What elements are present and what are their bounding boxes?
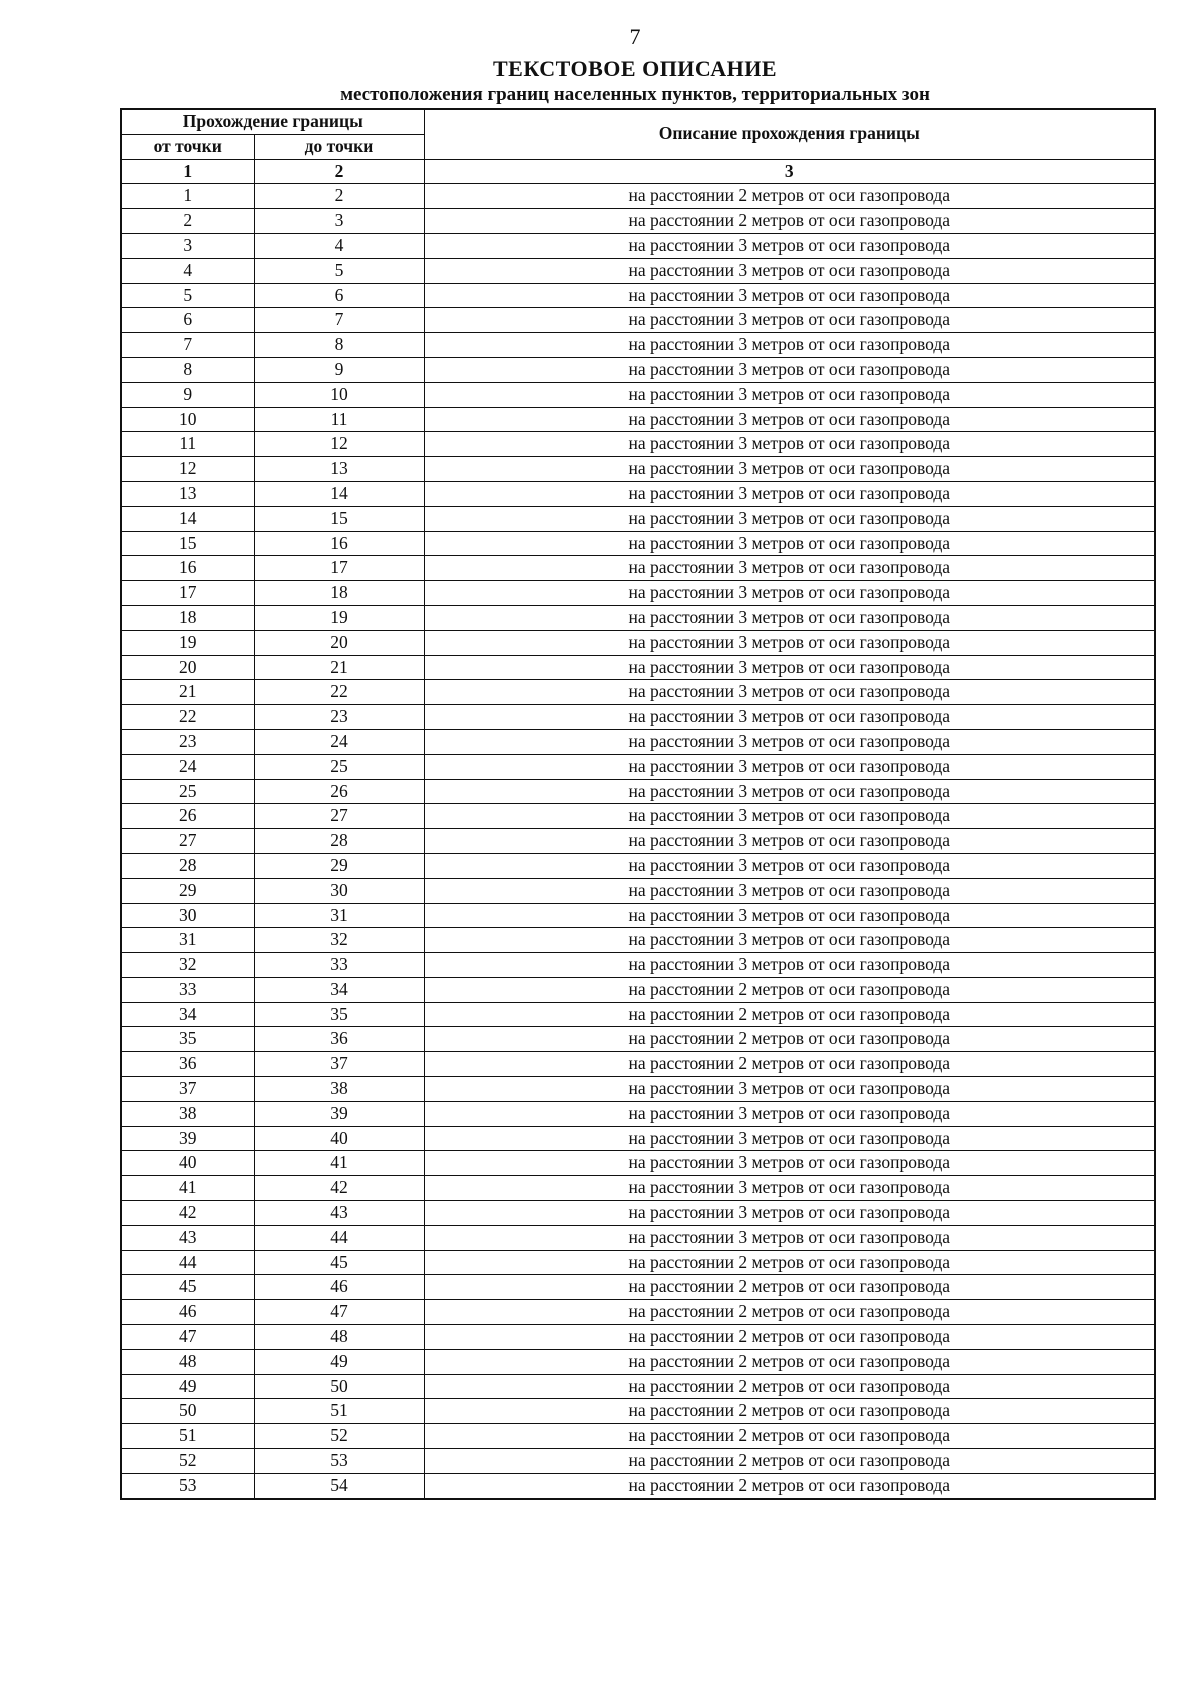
from-point-cell: 50 bbox=[121, 1399, 254, 1424]
description-cell: на расстоянии 3 метров от оси газопровода bbox=[424, 779, 1155, 804]
from-point-cell: 32 bbox=[121, 953, 254, 978]
to-point-cell: 47 bbox=[254, 1300, 424, 1325]
description-cell: на расстоянии 3 метров от оси газопровода bbox=[424, 903, 1155, 928]
from-point-cell: 8 bbox=[121, 357, 254, 382]
to-point-cell: 13 bbox=[254, 457, 424, 482]
to-point-cell: 9 bbox=[254, 357, 424, 382]
table-row bbox=[121, 1250, 1155, 1275]
description-cell: на расстоянии 3 метров от оси газопровода bbox=[424, 432, 1155, 457]
table-row bbox=[121, 878, 1155, 903]
description-cell: на расстоянии 2 метров от оси газопровода bbox=[424, 1374, 1155, 1399]
from-point-cell: 30 bbox=[121, 903, 254, 928]
from-point-cell: 13 bbox=[121, 481, 254, 506]
to-point-cell: 8 bbox=[254, 333, 424, 358]
to-point-cell: 53 bbox=[254, 1449, 424, 1474]
from-point-cell: 4 bbox=[121, 258, 254, 283]
to-point-cell: 39 bbox=[254, 1101, 424, 1126]
description-cell: на расстоянии 3 метров от оси газопровода bbox=[424, 556, 1155, 581]
description-cell: на расстоянии 3 метров от оси газопровода bbox=[424, 630, 1155, 655]
table-row bbox=[121, 1176, 1155, 1201]
to-point-cell: 23 bbox=[254, 705, 424, 730]
to-point-cell: 10 bbox=[254, 382, 424, 407]
description-cell: на расстоянии 3 метров от оси газопровода bbox=[424, 705, 1155, 730]
table-row bbox=[121, 1349, 1155, 1374]
from-point-cell: 27 bbox=[121, 829, 254, 854]
table-row bbox=[121, 1151, 1155, 1176]
from-point-cell: 17 bbox=[121, 581, 254, 606]
table-row bbox=[121, 605, 1155, 630]
description-cell: на расстоянии 3 метров от оси газопровода bbox=[424, 233, 1155, 258]
to-point-cell: 31 bbox=[254, 903, 424, 928]
from-point-cell: 38 bbox=[121, 1101, 254, 1126]
from-point-cell: 1 bbox=[121, 184, 254, 209]
table-row bbox=[121, 977, 1155, 1002]
description-cell: на расстоянии 3 метров от оси газопровода bbox=[424, 407, 1155, 432]
from-point-cell: 44 bbox=[121, 1250, 254, 1275]
to-point-cell: 16 bbox=[254, 531, 424, 556]
description-cell: на расстоянии 3 метров от оси газопровода bbox=[424, 829, 1155, 854]
to-point-cell: 3 bbox=[254, 209, 424, 234]
from-point-cell: 3 bbox=[121, 233, 254, 258]
to-point-cell: 29 bbox=[254, 853, 424, 878]
description-cell: на расстоянии 3 метров от оси газопровода bbox=[424, 506, 1155, 531]
from-point-cell: 34 bbox=[121, 1002, 254, 1027]
from-point-cell: 9 bbox=[121, 382, 254, 407]
to-point-cell: 50 bbox=[254, 1374, 424, 1399]
description-cell: на расстоянии 3 метров от оси газопровода bbox=[424, 357, 1155, 382]
to-point-cell: 20 bbox=[254, 630, 424, 655]
from-point-cell: 39 bbox=[121, 1126, 254, 1151]
boundary-table bbox=[120, 108, 1156, 1500]
from-point-header: от точки bbox=[121, 134, 254, 159]
table-row bbox=[121, 357, 1155, 382]
to-point-cell: 21 bbox=[254, 655, 424, 680]
from-point-cell: 12 bbox=[121, 457, 254, 482]
table-row bbox=[121, 1126, 1155, 1151]
to-point-cell: 2 bbox=[254, 184, 424, 209]
from-point-cell: 36 bbox=[121, 1052, 254, 1077]
table-row bbox=[121, 729, 1155, 754]
description-cell: на расстоянии 2 метров от оси газопровода bbox=[424, 1424, 1155, 1449]
table-row bbox=[121, 829, 1155, 854]
column-number: 2 bbox=[254, 159, 424, 184]
description-cell: на расстоянии 3 метров от оси газопровода bbox=[424, 853, 1155, 878]
table-row bbox=[121, 680, 1155, 705]
description-cell: на расстоянии 3 метров от оси газопровода bbox=[424, 878, 1155, 903]
table-row bbox=[121, 1473, 1155, 1498]
to-point-cell: 24 bbox=[254, 729, 424, 754]
description-cell: на расстоянии 2 метров от оси газопровода bbox=[424, 209, 1155, 234]
to-point-cell: 38 bbox=[254, 1077, 424, 1102]
from-point-cell: 28 bbox=[121, 853, 254, 878]
column-number: 3 bbox=[424, 159, 1155, 184]
table-row bbox=[121, 1002, 1155, 1027]
description-cell: на расстоянии 2 метров от оси газопровода bbox=[424, 977, 1155, 1002]
table-row bbox=[121, 1077, 1155, 1102]
description-cell: на расстоянии 3 метров от оси газопровода bbox=[424, 382, 1155, 407]
from-point-cell: 37 bbox=[121, 1077, 254, 1102]
to-point-cell: 28 bbox=[254, 829, 424, 854]
to-point-cell: 34 bbox=[254, 977, 424, 1002]
table-row bbox=[121, 581, 1155, 606]
table-row bbox=[121, 1101, 1155, 1126]
to-point-cell: 42 bbox=[254, 1176, 424, 1201]
to-point-cell: 19 bbox=[254, 605, 424, 630]
table-row bbox=[121, 853, 1155, 878]
to-point-cell: 12 bbox=[254, 432, 424, 457]
table-row bbox=[121, 1201, 1155, 1226]
description-cell: на расстоянии 3 метров от оси газопровода bbox=[424, 1201, 1155, 1226]
table-row bbox=[121, 233, 1155, 258]
document-subtitle: местоположения границ населенных пунктов, территориальных зон bbox=[340, 84, 930, 105]
to-point-cell: 18 bbox=[254, 581, 424, 606]
table-row bbox=[121, 630, 1155, 655]
description-cell: на расстоянии 3 метров от оси газопровода bbox=[424, 1176, 1155, 1201]
from-point-cell: 11 bbox=[121, 432, 254, 457]
description-cell: на расстоянии 2 метров от оси газопровода bbox=[424, 1300, 1155, 1325]
from-point-cell: 15 bbox=[121, 531, 254, 556]
table-row bbox=[121, 184, 1155, 209]
to-point-cell: 25 bbox=[254, 754, 424, 779]
to-point-header: до точки bbox=[254, 134, 424, 159]
table-row bbox=[121, 1300, 1155, 1325]
table-row bbox=[121, 531, 1155, 556]
table-row bbox=[121, 903, 1155, 928]
table-row bbox=[121, 1052, 1155, 1077]
description-cell: на расстоянии 3 метров от оси газопровода bbox=[424, 953, 1155, 978]
description-cell: на расстоянии 2 метров от оси газопровода bbox=[424, 184, 1155, 209]
description-cell: на расстоянии 3 метров от оси газопровода bbox=[424, 1126, 1155, 1151]
description-cell: на расстоянии 3 метров от оси газопровода bbox=[424, 1151, 1155, 1176]
from-point-cell: 35 bbox=[121, 1027, 254, 1052]
from-point-cell: 14 bbox=[121, 506, 254, 531]
description-cell: на расстоянии 3 метров от оси газопровода bbox=[424, 1077, 1155, 1102]
from-point-cell: 20 bbox=[121, 655, 254, 680]
table-row bbox=[121, 556, 1155, 581]
description-cell: на расстоянии 3 метров от оси газопровода bbox=[424, 258, 1155, 283]
description-cell: на расстоянии 3 метров от оси газопровода bbox=[424, 655, 1155, 680]
table-row bbox=[121, 382, 1155, 407]
from-point-cell: 52 bbox=[121, 1449, 254, 1474]
to-point-cell: 46 bbox=[254, 1275, 424, 1300]
from-point-cell: 51 bbox=[121, 1424, 254, 1449]
to-point-cell: 26 bbox=[254, 779, 424, 804]
description-cell: на расстоянии 2 метров от оси газопровода bbox=[424, 1250, 1155, 1275]
from-point-cell: 16 bbox=[121, 556, 254, 581]
table-row bbox=[121, 506, 1155, 531]
description-cell: на расстоянии 3 метров от оси газопровода bbox=[424, 283, 1155, 308]
from-point-cell: 29 bbox=[121, 878, 254, 903]
to-point-cell: 27 bbox=[254, 804, 424, 829]
from-point-cell: 41 bbox=[121, 1176, 254, 1201]
from-point-cell: 26 bbox=[121, 804, 254, 829]
table-row bbox=[121, 407, 1155, 432]
document-title: ТЕКСТОВОЕ ОПИСАНИЕ bbox=[492, 56, 777, 81]
description-cell: на расстоянии 3 метров от оси газопровода bbox=[424, 680, 1155, 705]
from-point-cell: 49 bbox=[121, 1374, 254, 1399]
to-point-cell: 22 bbox=[254, 680, 424, 705]
description-cell: на расстоянии 2 метров от оси газопровода bbox=[424, 1325, 1155, 1350]
description-cell: на расстоянии 3 метров от оси газопровода bbox=[424, 605, 1155, 630]
description-cell: на расстоянии 3 метров от оси газопровода bbox=[424, 754, 1155, 779]
to-point-cell: 45 bbox=[254, 1250, 424, 1275]
table-row bbox=[121, 432, 1155, 457]
from-point-cell: 45 bbox=[121, 1275, 254, 1300]
description-header: Описание прохождения границы bbox=[424, 109, 1155, 159]
from-point-cell: 31 bbox=[121, 928, 254, 953]
to-point-cell: 5 bbox=[254, 258, 424, 283]
description-cell: на расстоянии 3 метров от оси газопровода bbox=[424, 928, 1155, 953]
to-point-cell: 11 bbox=[254, 407, 424, 432]
table-row bbox=[121, 705, 1155, 730]
description-cell: на расстоянии 3 метров от оси газопровода bbox=[424, 481, 1155, 506]
to-point-cell: 17 bbox=[254, 556, 424, 581]
description-cell: на расстоянии 2 метров от оси газопровода bbox=[424, 1449, 1155, 1474]
table-row bbox=[121, 457, 1155, 482]
description-cell: на расстоянии 3 метров от оси газопровода bbox=[424, 531, 1155, 556]
description-cell: на расстоянии 3 метров от оси газопровода bbox=[424, 1225, 1155, 1250]
from-point-cell: 5 bbox=[121, 283, 254, 308]
description-cell: на расстоянии 2 метров от оси газопровода bbox=[424, 1052, 1155, 1077]
to-point-cell: 54 bbox=[254, 1473, 424, 1498]
to-point-cell: 48 bbox=[254, 1325, 424, 1350]
to-point-cell: 7 bbox=[254, 308, 424, 333]
from-point-cell: 48 bbox=[121, 1349, 254, 1374]
description-cell: на расстоянии 3 метров от оси газопровода bbox=[424, 333, 1155, 358]
from-point-cell: 25 bbox=[121, 779, 254, 804]
table-row bbox=[121, 283, 1155, 308]
description-cell: на расстоянии 3 метров от оси газопровода bbox=[424, 457, 1155, 482]
table-row bbox=[121, 481, 1155, 506]
description-cell: на расстоянии 3 метров от оси газопровода bbox=[424, 308, 1155, 333]
to-point-cell: 51 bbox=[254, 1399, 424, 1424]
to-point-cell: 36 bbox=[254, 1027, 424, 1052]
table-row bbox=[121, 804, 1155, 829]
to-point-cell: 40 bbox=[254, 1126, 424, 1151]
table-row bbox=[121, 1399, 1155, 1424]
from-point-cell: 22 bbox=[121, 705, 254, 730]
description-cell: на расстоянии 2 метров от оси газопровода bbox=[424, 1002, 1155, 1027]
table-body bbox=[121, 184, 1155, 1499]
table-row bbox=[121, 1225, 1155, 1250]
table-row bbox=[121, 754, 1155, 779]
to-point-cell: 41 bbox=[254, 1151, 424, 1176]
table-row bbox=[121, 1449, 1155, 1474]
table-row bbox=[121, 333, 1155, 358]
table-row bbox=[121, 1424, 1155, 1449]
from-point-cell: 6 bbox=[121, 308, 254, 333]
table-row bbox=[121, 1027, 1155, 1052]
from-point-cell: 53 bbox=[121, 1473, 254, 1498]
from-point-cell: 24 bbox=[121, 754, 254, 779]
from-point-cell: 18 bbox=[121, 605, 254, 630]
to-point-cell: 6 bbox=[254, 283, 424, 308]
table-row bbox=[121, 209, 1155, 234]
from-point-cell: 19 bbox=[121, 630, 254, 655]
table-row bbox=[121, 928, 1155, 953]
from-point-cell: 10 bbox=[121, 407, 254, 432]
from-point-cell: 42 bbox=[121, 1201, 254, 1226]
description-cell: на расстоянии 2 метров от оси газопровода bbox=[424, 1349, 1155, 1374]
to-point-cell: 30 bbox=[254, 878, 424, 903]
from-point-cell: 47 bbox=[121, 1325, 254, 1350]
column-number: 1 bbox=[121, 159, 254, 184]
description-cell: на расстоянии 2 метров от оси газопровода bbox=[424, 1275, 1155, 1300]
from-point-cell: 33 bbox=[121, 977, 254, 1002]
from-point-cell: 46 bbox=[121, 1300, 254, 1325]
from-point-cell: 7 bbox=[121, 333, 254, 358]
to-point-cell: 49 bbox=[254, 1349, 424, 1374]
to-point-cell: 14 bbox=[254, 481, 424, 506]
description-cell: на расстоянии 3 метров от оси газопровода bbox=[424, 1101, 1155, 1126]
from-point-cell: 40 bbox=[121, 1151, 254, 1176]
to-point-cell: 44 bbox=[254, 1225, 424, 1250]
table-row bbox=[121, 308, 1155, 333]
to-point-cell: 52 bbox=[254, 1424, 424, 1449]
description-cell: на расстоянии 3 метров от оси газопровода bbox=[424, 729, 1155, 754]
table-row bbox=[121, 258, 1155, 283]
from-point-cell: 2 bbox=[121, 209, 254, 234]
to-point-cell: 4 bbox=[254, 233, 424, 258]
description-cell: на расстоянии 2 метров от оси газопровода bbox=[424, 1027, 1155, 1052]
to-point-cell: 32 bbox=[254, 928, 424, 953]
table-row bbox=[121, 655, 1155, 680]
table-row bbox=[121, 1275, 1155, 1300]
to-point-cell: 35 bbox=[254, 1002, 424, 1027]
page-number: 7 bbox=[629, 24, 641, 49]
table-row bbox=[121, 1325, 1155, 1350]
to-point-cell: 43 bbox=[254, 1201, 424, 1226]
group-header: Прохождение границы bbox=[121, 109, 424, 134]
table-row bbox=[121, 779, 1155, 804]
description-cell: на расстоянии 3 метров от оси газопровода bbox=[424, 581, 1155, 606]
table-row bbox=[121, 953, 1155, 978]
description-cell: на расстоянии 3 метров от оси газопровода bbox=[424, 804, 1155, 829]
to-point-cell: 33 bbox=[254, 953, 424, 978]
from-point-cell: 21 bbox=[121, 680, 254, 705]
description-cell: на расстоянии 2 метров от оси газопровода bbox=[424, 1399, 1155, 1424]
table-row bbox=[121, 1374, 1155, 1399]
description-cell: на расстоянии 2 метров от оси газопровода bbox=[424, 1473, 1155, 1498]
to-point-cell: 15 bbox=[254, 506, 424, 531]
from-point-cell: 43 bbox=[121, 1225, 254, 1250]
table-header bbox=[121, 109, 1155, 184]
to-point-cell: 37 bbox=[254, 1052, 424, 1077]
from-point-cell: 23 bbox=[121, 729, 254, 754]
